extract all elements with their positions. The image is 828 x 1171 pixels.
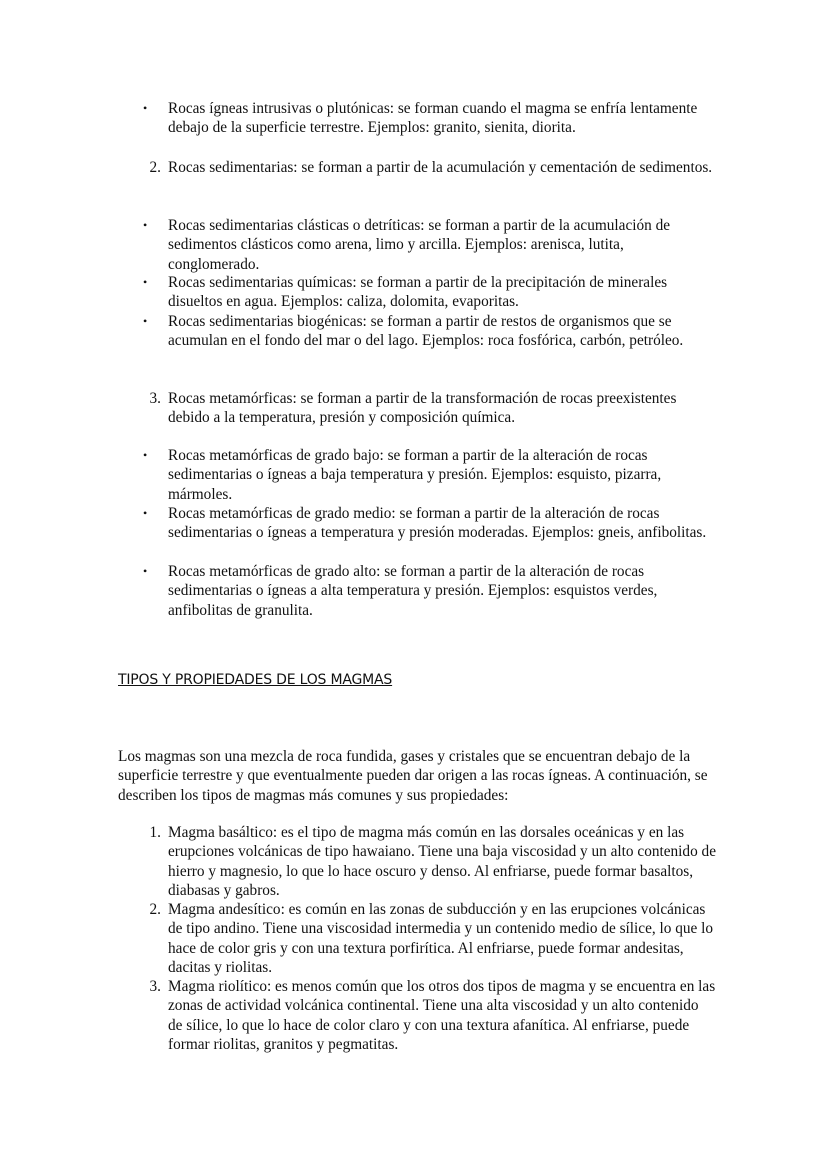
list-item-magma-rhyolitic — [149, 977, 716, 1055]
list-item-metamorphic-high — [143, 562, 716, 620]
list-item-metamorphic — [149, 389, 716, 428]
section-heading: TIPOS Y PROPIEDADES DE LOS MAGMAS — [118, 672, 393, 688]
list-item-text: Rocas sedimentarias clásticas o detríticas: se forman a partir de la acumulación de sedimentos clásticos como arena, limo y arcilla. Ejemplos: arenisca, lutita, conglomerado. — [168, 217, 671, 273]
list-item-text: Rocas sedimentarias químicas: se forman a partir de la precipitación de minerales disueltos en agua. Ejemplos: caliza, dolomita, evaporitas. — [168, 274, 668, 311]
list-item-text: Rocas metamórficas de grado alto: se forman a partir de la alteración de rocas sedimentarias o ígneas a alta temperatura y presión. Ejemplos: esquistos verdes, anfibolitas de granulita. — [168, 563, 658, 619]
list-number: 3. — [149, 390, 161, 407]
bullet-marker: • — [143, 448, 148, 462]
list-item-text: Rocas sedimentarias biogénicas: se forman a partir de restos de organismos que se acumulan en el fondo del mar o del lago. Ejemplos: roca fosfórica, carbón, petróleo. — [168, 313, 684, 350]
bullet-marker: • — [143, 506, 148, 520]
list-number: 2. — [149, 159, 161, 176]
bullet-marker: • — [143, 218, 148, 232]
list-item-text: Magma riolítico: es menos común que los otros dos tipos de magma y se encuentra en las zonas de actividad volcánica continental. Tiene una alta viscosidad y un alto contenido de sílice, lo que lo hace de color claro y con una textura afanítica. Al enfriarse, puede formar riolitas, granitos y pegmatitas. — [168, 978, 716, 1054]
bullet-marker: • — [143, 564, 148, 578]
list-item-sedimentary-clastic — [143, 216, 716, 274]
list-number: 2. — [149, 901, 161, 918]
intro-paragraph: Los magmas son una mezcla de roca fundida, gases y cristales que se encuentran debajo de la superficie terrestre y que eventualmente pueden dar origen a las rocas ígneas. A continuación, se describen los tipos de magmas más comunes y sus propiedades: — [118, 748, 708, 804]
list-number: 3. — [149, 978, 161, 995]
list-item-metamorphic-medium — [143, 504, 716, 543]
bullet-marker: • — [143, 275, 148, 289]
bullet-marker: • — [143, 314, 148, 328]
list-item-magma-andesitic — [149, 900, 716, 978]
bullet-marker: • — [143, 101, 148, 115]
list-item-text: Rocas sedimentarias: se forman a partir de la acumulación y cementación de sedimentos. — [168, 159, 713, 176]
list-item-text: Rocas ígneas intrusivas o plutónicas: se forman cuando el magma se enfría lentamente debajo de la superficie terrestre. Ejemplos: granito, sienita, diorita. — [168, 100, 698, 137]
list-item-text: Rocas metamórficas de grado bajo: se forman a partir de la alteración de rocas sedimentarias o ígneas a baja temperatura y presión. Ejemplos: esquisto, pizarra, mármoles. — [168, 447, 662, 503]
list-number: 1. — [149, 824, 161, 841]
list-item-metamorphic-low — [143, 446, 716, 504]
list-item-text: Magma andesítico: es común en las zonas de subducción y en las erupciones volcánicas de tipo andino. Tiene una viscosidad intermedia y un contenido medio de sílice, lo que lo hace de color gris y con una textura porfirítica. Al enfriarse, puede formar andesitas, dacitas y riolitas. — [168, 901, 714, 977]
list-item-text: Rocas metamórficas: se forman a partir de la transformación de rocas preexistentes debido a la temperatura, presión y composición química. — [168, 390, 677, 427]
list-item-sedimentary-biogenic — [143, 312, 716, 351]
list-item-magma-basaltic — [149, 823, 716, 901]
list-item-text: Magma basáltico: es el tipo de magma más común en las dorsales oceánicas y en las erupciones volcánicas de tipo hawaiano. Tiene una baja viscosidad y un alto contenido de hierro y magnesio, lo que lo hace oscuro y denso. Al enfriarse, puede formar basaltos, diabasas y gabros. — [168, 824, 716, 900]
list-item-sedimentary-chemical — [143, 273, 716, 312]
list-item-sedimentary — [149, 158, 716, 177]
list-item-igneous-intrusive — [143, 99, 716, 138]
list-item-text: Rocas metamórficas de grado medio: se forman a partir de la alteración de rocas sedimentarias o ígneas a temperatura y presión moderadas. Ejemplos: gneis, anfibolitas. — [168, 505, 707, 542]
